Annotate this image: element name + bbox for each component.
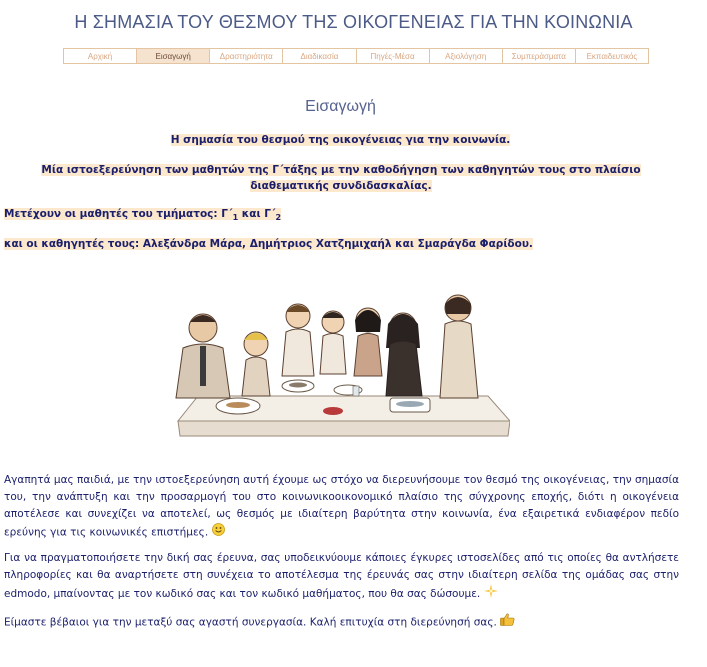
thumbs-up-emoji-icon xyxy=(500,613,515,632)
intro-paragraph-3-text: Είμαστε βέβαιοι για την μεταξύ σας αγαστή συνεργασία. Καλή επιτυχία στη διερεύνησή σας. xyxy=(4,616,497,629)
intro-paragraph-2 xyxy=(4,550,679,604)
nav-item-conclusions[interactable]: Συμπεράσματα xyxy=(503,49,576,63)
nav-item-teacher[interactable]: Εκπαιδευτικός xyxy=(586,51,638,61)
main-nav xyxy=(63,48,649,64)
class-sub-2: 2 xyxy=(275,213,282,223)
nav-item-evaluation[interactable]: Αξιολόγηση xyxy=(430,49,503,63)
smile-emoji-icon xyxy=(212,523,225,542)
intro-paragraph-3 xyxy=(4,613,679,632)
participants-mid: και Γ΄ xyxy=(238,208,276,220)
subtitle-text: Η σημασία του θεσμού της οικογένειας για την κοινωνία. xyxy=(170,134,511,146)
class-sub-1: 1 xyxy=(232,213,239,223)
participants-prefix: Μετέχουν οι μαθητές του τμήματος: Γ΄ xyxy=(4,208,233,220)
research-text: Μία ιστοεξερεύνηση των μαθητών της Γ΄τάξης με την καθοδήγηση των καθηγητών τους στο πλαίσιο διαθεματικής συνδιδασκαλίας. xyxy=(41,164,641,192)
teachers-text: και οι καθηγητές τους: Αλεξάνδρα Μάρα, Δημήτριος Χατζημιχαήλ και Σμαράγδα Φαρίδου. xyxy=(4,238,533,250)
nav-item-activity[interactable]: Δραστηριότητα xyxy=(210,49,283,63)
site-title: Η ΣΗΜΑΣΙΑ ΤΟΥ ΘΕΣΜΟΥ ΤΗΣ ΟΙΚΟΓΕΝΕΙΑΣ ΓΙΑ ΤΗΝ ΚΟΙΝΩΝΙΑ xyxy=(74,12,633,32)
participants-text xyxy=(4,208,282,223)
sparkle-emoji-icon xyxy=(484,584,498,604)
intro-paragraph-2-text: Για να πραγματοποιήσετε την δική σας έρευνα, σας υποδεικνύουμε κάποιες έγκυρες ιστοσελίδες από τις οποίες θα αντλήσετε πληροφορίες και θα αναρτήσετε στη συνέχεια το αποτέλεσμα της έρευνάς σας στην ιδιαίτερη σελίδα της ομάδας σας στην edmodo, μπαίνοντας με τον κωδικό σας και τον κωδικό μαθήματος, που θα σας δώσουμε. xyxy=(4,552,679,600)
teachers-line xyxy=(4,238,533,250)
intro-paragraph-1-text: Αγαπητά μας παιδιά, με την ιστοεξερεύνηση αυτή έχουμε ως στόχο να διερευνήσουμε τον θεσμό της οικογένειας, την σημασία του, την ανάπτυξη και την προσαρμογή του στο κοινωνικοοικονομικό πλαίσιο της σύγχρονης εποχής, διότι η οικογένεια αποτέλεσε και συνεχίζει να αποτελεί, ως θεσμός με ιδιαίτερη βαρύτητα στην κοινωνία, ένα εξαιρετικά ενδιαφέρον πεδίο ερεύνης για τις κοινωνικές επιστήμες. xyxy=(4,474,679,539)
nav-item-process[interactable]: Διαδικασία xyxy=(283,49,356,63)
subtitle-line xyxy=(0,134,681,146)
page-heading: Εισαγωγή xyxy=(305,98,376,115)
nav-item-sources[interactable]: Πηγές-Μέσα xyxy=(357,49,430,63)
research-line xyxy=(14,162,668,194)
nav-item-home[interactable]: Αρχική xyxy=(64,49,137,63)
participants-line xyxy=(4,208,281,222)
intro-paragraph-1 xyxy=(4,472,679,542)
family-dinner-illustration xyxy=(158,286,510,446)
nav-item-introduction[interactable]: Εισαγωγή xyxy=(137,49,210,63)
